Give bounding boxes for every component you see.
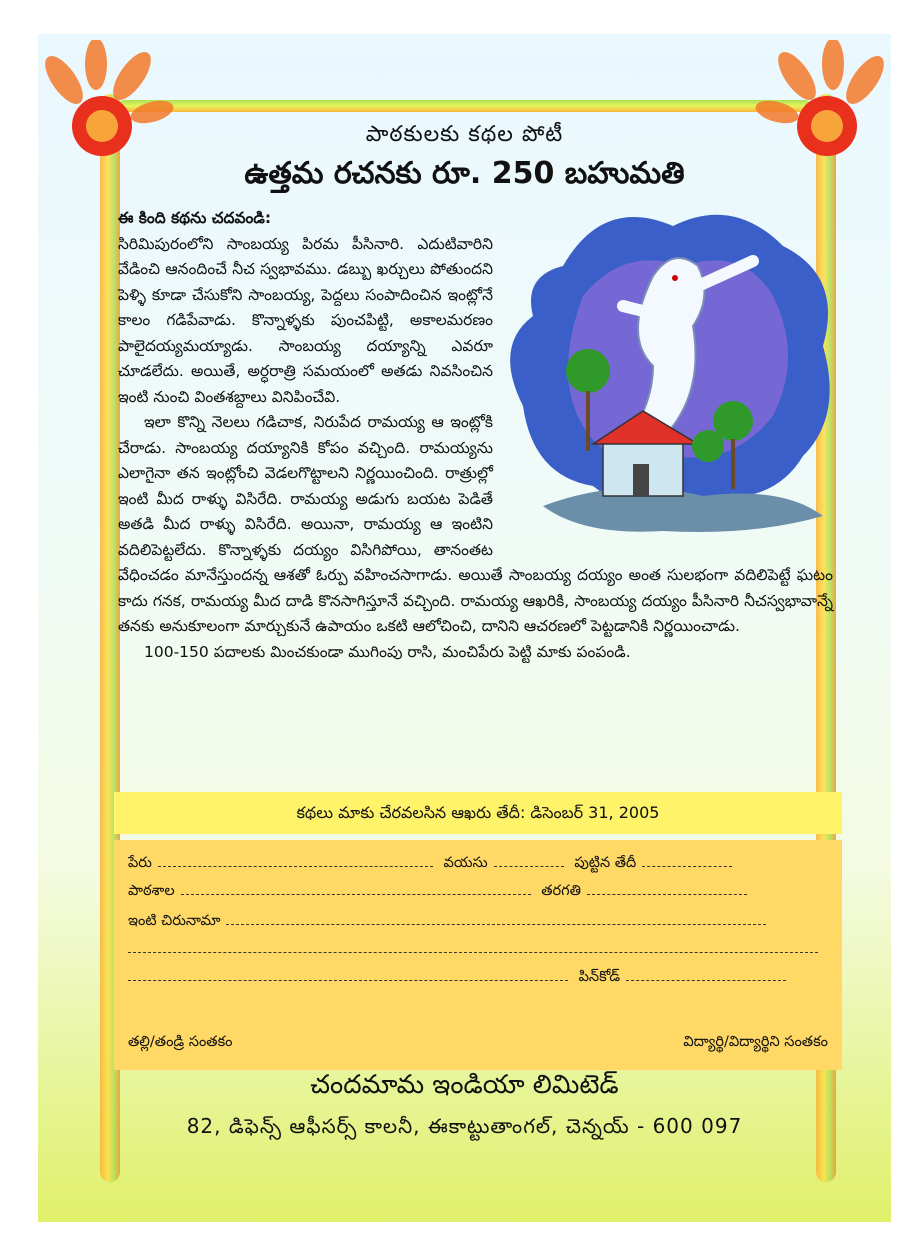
dob-field[interactable] [642, 854, 732, 867]
pincode-field[interactable] [626, 968, 786, 981]
form-row-address-2 [128, 940, 828, 957]
contest-title: ఉత్తమ రచనకు రూ. 250 బహుమతి [244, 156, 685, 191]
dob-label: పుట్టిన తేదీ [574, 855, 637, 871]
company-address: 82, డిఫెన్స్ ఆఫీసర్స్ కాలనీ, ఈకాట్టుతాంగల్, చెన్నయ్ - 600 097 [186, 1114, 743, 1138]
class-label: తరగతి [541, 883, 581, 899]
contest-page [38, 34, 891, 1222]
story-paragraph-2: ఇలా కొన్ని నెలలు గడిచాక, నిరుపేద రామయ్య ఆ ఇంట్లోకి చేరాడు. సాంబయ్య దయ్యానికి కోపం వచ్చింది. రామయ్యను ఎలాగైనా తన ఇంట్లోంచి వెడలగొట్టాలని నిర్ణయించింది. రాత్రుల్లో ఇంటి మీద రాళ్ళు విసిరేది. రామయ్య అడుగు బయట పెడితే అతడి మీద రాళ్ళు విసిరేది. అయినా, రామయ్య ఆ ఇంటిని వదిలిపెట్టలేదు. కొన్నాళ్ళకు దయ్యం విసిగిపోయి, తానంతట వేధించడం మానేస్తుందన్న ఆశతో ఓర్పు వహించసాగాడు. అయితే సాంబయ్య దయ్యం అంత సులభంగా వదిలిపెట్టే ఘటం కాదు గనక, రామయ్య మీద దాడి కొనసాగిస్తూనే వచ్చింది. రామయ్య ఆఖరికి, సాంబయ్య దయ్యం పీసినారి నీచస్వభావాన్నే తనకు అనుకూలంగా మార్చుకునే ఉపాయం ఒకటి ఆలోచించి, దానిని ఆచరణలో పెట్టడానికి నిర్ణయించాడు. [118, 413, 833, 635]
name-label: పేరు [128, 855, 152, 871]
address-label: ఇంటి చిరునామా [128, 913, 221, 929]
contest-subtitle: పాఠకులకు కథల పోటీ [365, 122, 564, 147]
age-label: వయసు [443, 855, 488, 871]
student-signature-label: విద్యార్థి/విద్యార్థిని సంతకం [683, 1034, 828, 1050]
form-row-pincode [128, 968, 828, 989]
frame-top-border [118, 100, 811, 112]
ghost-house-illustration [503, 206, 833, 541]
pincode-label: పిన్‌కోడ్ [578, 969, 621, 985]
name-field[interactable] [158, 854, 433, 867]
entry-form [114, 840, 842, 1070]
deadline-banner: కథలు మాకు చేరవలసిన ఆఖరు తేదీ: డిసెంబర్ 31, 2005 [114, 792, 842, 834]
form-row-school [128, 882, 828, 903]
parent-signature-label: తల్లి/తండ్రి సంతకం [128, 1034, 233, 1050]
company-name: చందమామ ఇండియా లిమిటెడ్ [310, 1070, 619, 1100]
address-field-1[interactable] [226, 912, 766, 925]
age-field[interactable] [494, 854, 564, 867]
form-row-address [128, 912, 828, 933]
story-lead: ఈ కింది కథను చదవండి: [118, 209, 272, 227]
class-field[interactable] [587, 882, 747, 895]
address-field-3[interactable] [128, 968, 568, 981]
address-field-2[interactable] [128, 940, 818, 953]
school-field[interactable] [181, 882, 531, 895]
form-row-name [128, 854, 828, 875]
school-label: పాఠశాల [128, 883, 175, 899]
story-paragraph-1: సిరిమిపురంలోని సాంబయ్య పిరమ పీసినారి. ఎదుటివారిని వేడించి ఆనందించే నీచ స్వభావము. డబ్బు ఖర్చులు పోతుందని పెళ్ళి కూడా చేసుకోని సాంబయ్య, పెద్దలు సంపాదించిన ఇంట్లోనే కాలం గడిపేవాడు. కొన్నాళ్ళకు పుంచపిట్టి, అకాలమరణం పాలైదయ్యమయ్యాడు. సాంబయ్య దయ్యాన్ని ఎవరూ చూడలేదు. అయితే, అర్ధరాత్రి సమయంలో అతడు నివసించిన ఇంటి నుంచి వింతశబ్దాలు వినిపించేవి. [118, 234, 493, 406]
story-block [118, 206, 833, 665]
story-instruction: 100-150 పదాలకు మించకుండా ముగింపు రాసి, మంచిపేరు పెట్టి మాకు పంపండి. [144, 642, 631, 661]
